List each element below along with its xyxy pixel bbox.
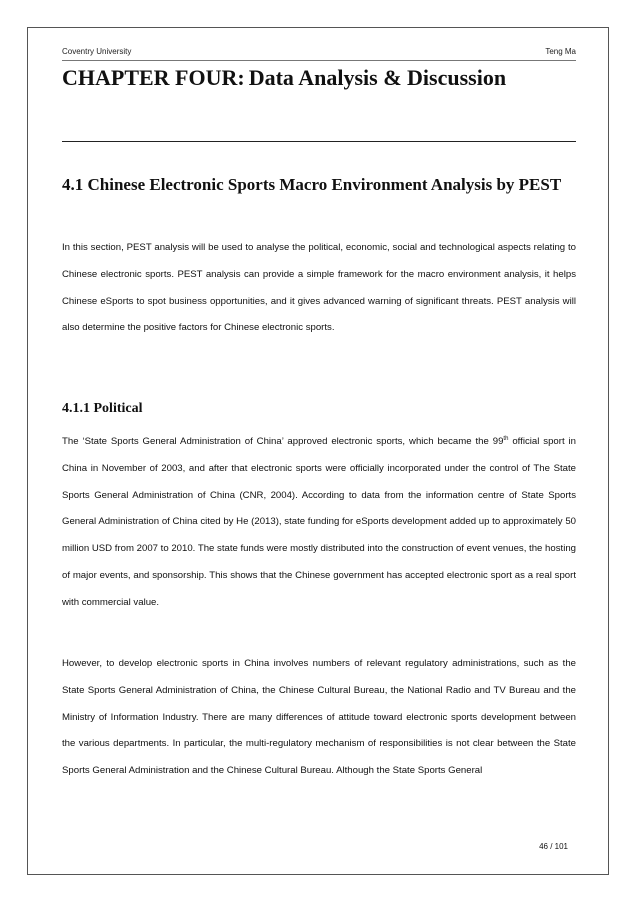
header-institution: Coventry University bbox=[62, 47, 132, 56]
paragraph-intro: In this section, PEST analysis will be used to analyse the political, economic, social and technological aspects relating to Chinese electronic sports. PEST analysis can provide a simple framework for the macro environment analysis, it helps Chinese eSports to spot business opportunities, and it gives advanced warning of significant threats. PEST analysis will also determine the positive factors for Chinese electronic sports. bbox=[62, 242, 576, 334]
chapter-title bbox=[62, 62, 576, 94]
subsection-heading: 4.1.1 Political bbox=[62, 401, 143, 416]
section-heading: 4.1 Chinese Electronic Sports Macro Environment Analysis by PEST bbox=[62, 175, 562, 194]
paragraph-political-text-a: The ‘State Sports General Administration of China’ approved electronic sports, which became the 99 bbox=[62, 436, 504, 447]
ordinal-suffix: th bbox=[503, 436, 509, 442]
paragraph-political-text-b: official sport in China in November of 2003, and after that electronic sports were officially incorporated under the control of The State Sports General Administration of China (CNR, 2004). According to data from the information centre of State Sports General Administration of China cited by He (2013), state funding for eSports development added up to approximately 50 million USD from 2007 to 2010. The state funds were mostly distributed into the construction of event venues, the hosting of major events, and sponsorship. This shows that the Chinese government has accepted electronic sport as a real sport with commercial value. bbox=[62, 436, 576, 608]
paragraph-political bbox=[62, 429, 576, 617]
running-header bbox=[62, 44, 576, 61]
header-author: Teng Ma bbox=[545, 47, 576, 56]
paragraph-regulatory: However, to develop electronic sports in China involves numbers of relevant regulatory administrations, such as the State Sports General Administration of China, the Chinese Cultural Bureau, the National Radio and TV Bureau and the Ministry of Information Industry. There are many differences of attitude toward electronic sports development between the various departments. In particular, the multi-regulatory mechanism of responsibilities is not clear between the State Sports General Administration and the Chinese Cultural Bureau. Although the State Sports General bbox=[62, 658, 576, 777]
chapter-heading: Data Analysis & Discussion bbox=[248, 65, 507, 90]
chapter-label: CHAPTER FOUR: bbox=[62, 65, 245, 90]
chapter-divider bbox=[62, 141, 576, 142]
page-number: 46 / 101 bbox=[539, 842, 568, 851]
